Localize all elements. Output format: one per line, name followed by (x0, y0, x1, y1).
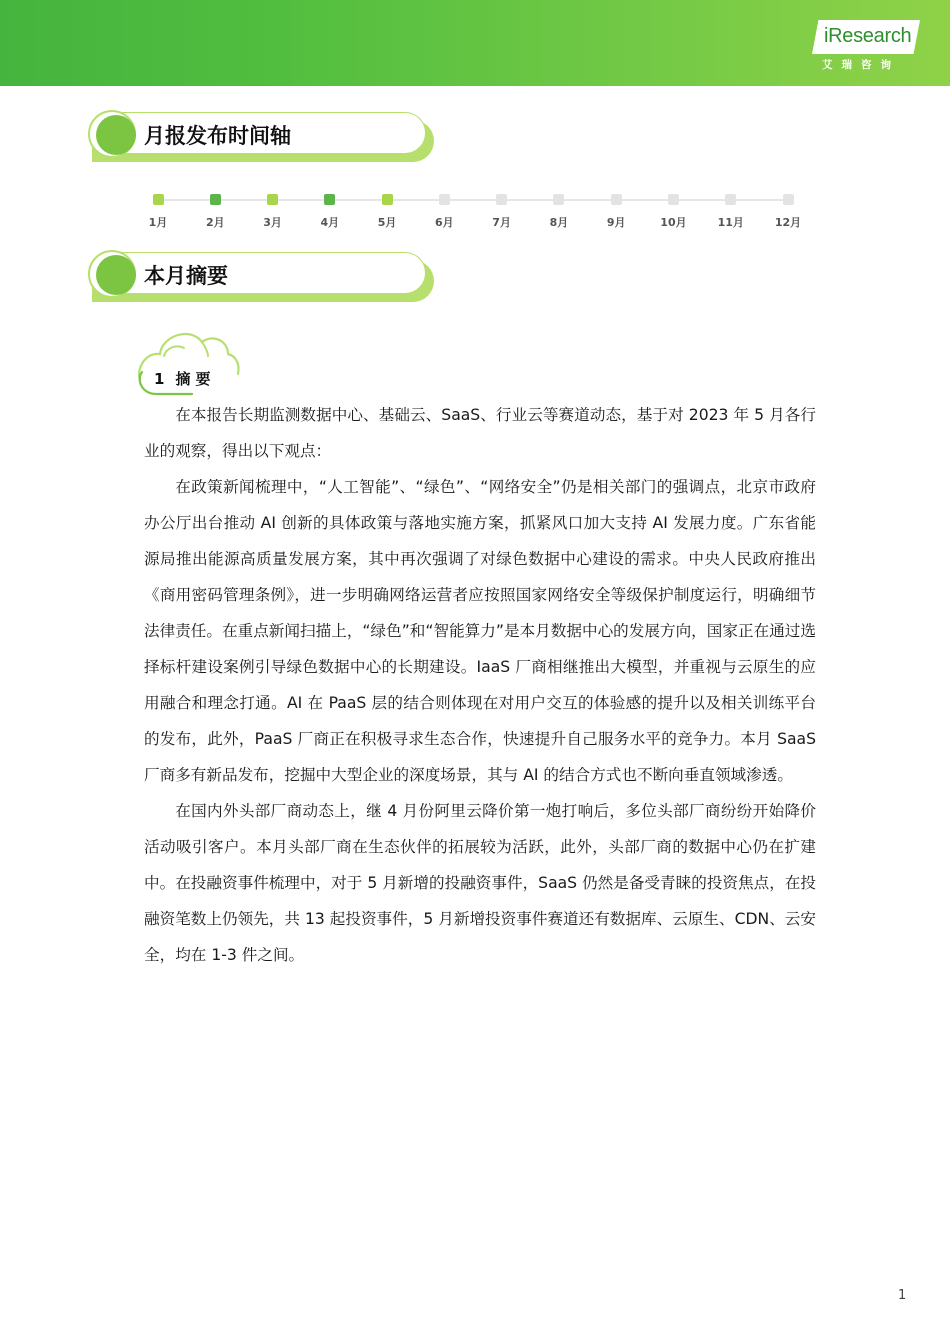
timeline-month (138, 192, 178, 230)
header-band (0, 0, 950, 86)
timeline-month-label: 8月 (549, 216, 569, 229)
iresearch-logo (812, 20, 924, 72)
section-header-timeline (88, 112, 434, 162)
timeline-month (367, 192, 407, 230)
timeline-node-icon (210, 194, 221, 205)
timeline-node-icon (267, 194, 278, 205)
timeline-month (596, 192, 636, 230)
timeline-month (539, 192, 579, 230)
timeline-node-icon (783, 194, 794, 205)
timeline-month-label: 4月 (320, 216, 340, 229)
section-title: 月报发布时间轴 (144, 124, 291, 148)
timeline-month (424, 192, 464, 230)
summary-paragraph: 在政策新闻梳理中，“人工智能”、“绿色”、“网络安全”仍是相关部门的强调点，北京市政府办公厅出台推动 AI 创新的具体政策与落地实施方案，抓紧风口加大支持 AI 发展力度。广东省能源局推出能源高质量发展方案，其中再次强调了对绿色数据中心建设的需求。中央人民政府推出《商用密码管理条例》，进一步明确网络运营者应按照国家网络安全等级保护制度运行，明确细节法律责任。在重点新闻扫描上，“绿色”和“智能算力”是本月数据中心的发展方向，国家正在通过选择标杆建设案例引导绿色数据中心的长期建设。IaaS 厂商相继推出大模型，并重视与云原生的应用融合和理念打通。AI 在 PaaS 层的结合则体现在对用户交互的体验感的提升以及相关训练平台的发布，此外，PaaS 厂商正在积极寻求生态合作，快速提升自己服务水平的竞争力。本月 SaaS 厂商多有新品发布，挖掘中大型企业的深度场景，其与 AI 的结合方式也不断向垂直领域渗透。 (144, 478, 816, 784)
timeline-month-label: 10月 (660, 216, 687, 229)
timeline-month-label: 7月 (492, 216, 511, 229)
timeline-month-label: 3月 (263, 216, 282, 229)
timeline-month (253, 192, 293, 230)
section-title: 本月摘要 (144, 264, 228, 288)
summary-number: 1 (154, 370, 166, 388)
timeline-node-icon (324, 194, 335, 205)
section-circle-icon (88, 110, 136, 158)
timeline-month-label: 6月 (435, 216, 454, 229)
summary-subtitle (154, 368, 215, 389)
timeline-month (482, 192, 522, 230)
logo-subtitle: 艾瑞咨询 (822, 59, 900, 71)
timeline-month-label: 1月 (148, 216, 168, 229)
timeline-month (310, 192, 350, 230)
timeline-month (711, 192, 751, 230)
timeline-month-label: 2月 (205, 216, 225, 229)
timeline-node-icon (611, 194, 622, 205)
section-circle-icon (88, 250, 136, 298)
timeline-node-icon (725, 194, 736, 205)
timeline-node-icon (553, 194, 564, 205)
timeline-month-label: 9月 (606, 216, 626, 229)
release-timeline (150, 192, 800, 236)
summary-paragraph: 在国内外头部厂商动态上，继 4 月份阿里云降价第一炮打响后，多位头部厂商纷纷开始降价活动吸引客户。本月头部厂商在生态伙伴的拓展较为活跃，此外，头部厂商的数据中心仍在扩建中。在投融资事件梳理中，对于 5 月新增的投融资事件，SaaS 仍然是备受青睐的投资焦点，在投融资笔数上仍领先，共 13 起投资事件，5 月新增投资事件赛道还有数据库、云原生、CDN、云安全，均在 1-3 件之间。 (144, 802, 816, 964)
timeline-month (195, 192, 235, 230)
logo-text: iResearch (824, 25, 912, 47)
timeline-node-icon (153, 194, 164, 205)
timeline-node-icon (496, 194, 507, 205)
timeline-month-label: 12月 (774, 216, 802, 229)
timeline-month-label: 5月 (377, 216, 397, 229)
summary-body (144, 397, 816, 973)
summary-heading: 摘要 (175, 370, 216, 388)
timeline-node-icon (668, 194, 679, 205)
timeline-month (768, 192, 808, 230)
section-header-summary (88, 252, 434, 302)
summary-paragraph: 在本报告长期监测数据中心、基础云、SaaS、行业云等赛道动态，基于对 2023 年 5 月各行业的观察，得出以下观点： (144, 406, 816, 460)
timeline-node-icon (382, 194, 393, 205)
timeline-month-label: 11月 (717, 216, 744, 229)
page-number: 1 (898, 1288, 907, 1303)
timeline-node-icon (439, 194, 450, 205)
timeline-month (653, 192, 693, 230)
